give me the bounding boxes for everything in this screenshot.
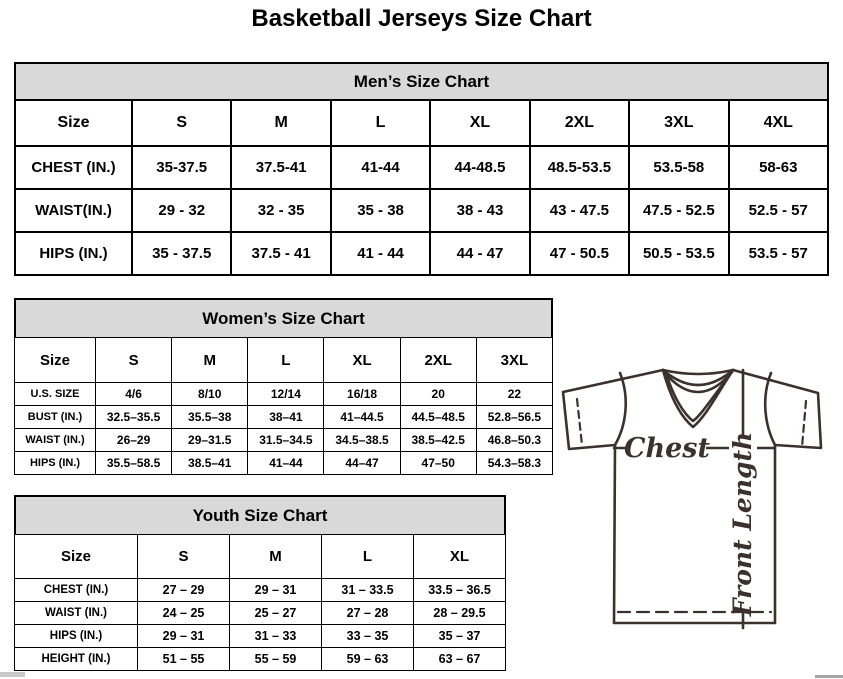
value-cell: 35 - 38 — [331, 189, 430, 232]
value-cell: 26–29 — [96, 429, 172, 452]
value-cell: 28 – 29.5 — [414, 602, 506, 625]
mens-size-chart-section — [14, 62, 829, 276]
value-cell: 48.5-53.5 — [530, 146, 629, 189]
column-header: Size — [15, 338, 96, 383]
table-row — [15, 625, 506, 648]
womens-size-table — [14, 337, 553, 475]
row-label: WAIST (IN.) — [15, 429, 96, 452]
mens-size-table — [14, 99, 829, 276]
value-cell: 35 – 37 — [414, 625, 506, 648]
value-cell: 35.5–58.5 — [96, 452, 172, 475]
value-cell: 34.5–38.5 — [324, 429, 400, 452]
value-cell: 29 - 32 — [132, 189, 231, 232]
value-cell: 31 – 33.5 — [322, 579, 414, 602]
value-cell: 27 – 28 — [322, 602, 414, 625]
value-cell: 38.5–42.5 — [400, 429, 476, 452]
column-header: 3XL — [629, 100, 728, 146]
table-row — [15, 146, 828, 189]
value-cell: 24 – 25 — [138, 602, 230, 625]
value-cell: 47.5 - 52.5 — [629, 189, 728, 232]
column-header: 4XL — [729, 100, 828, 146]
column-header: Size — [15, 535, 138, 579]
table-row — [15, 648, 506, 671]
column-header: XL — [414, 535, 506, 579]
youth-header-row — [15, 535, 506, 579]
value-cell: 41-44 — [331, 146, 430, 189]
column-header: XL — [430, 100, 529, 146]
table-row — [15, 189, 828, 232]
value-cell: 38–41 — [248, 406, 324, 429]
jersey-measurement-diagram — [558, 356, 840, 661]
page-title: Basketball Jerseys Size Chart — [251, 5, 592, 32]
table-row — [15, 232, 828, 275]
left-sleeve-dashed-line — [577, 399, 582, 445]
value-cell: 50.5 - 53.5 — [629, 232, 728, 275]
column-header: 2XL — [400, 338, 476, 383]
column-header: L — [248, 338, 324, 383]
value-cell: 44.5–48.5 — [400, 406, 476, 429]
value-cell: 8/10 — [172, 383, 248, 406]
value-cell: 22 — [476, 383, 552, 406]
value-cell: 38.5–41 — [172, 452, 248, 475]
value-cell: 63 – 67 — [414, 648, 506, 671]
column-header: L — [322, 535, 414, 579]
column-header: M — [231, 100, 330, 146]
value-cell: 29 – 31 — [230, 579, 322, 602]
right-sleeve-dashed-line — [802, 401, 806, 447]
value-cell: 32.5–35.5 — [96, 406, 172, 429]
table-row — [15, 383, 553, 406]
row-label: HIPS (IN.) — [15, 232, 132, 275]
column-header: XL — [324, 338, 400, 383]
row-label: HIPS (IN.) — [15, 452, 96, 475]
youth-chart-title: Youth Size Chart — [14, 495, 506, 536]
row-label: CHEST (IN.) — [15, 579, 138, 602]
horizontal-scrollbar-thumb[interactable] — [0, 672, 25, 677]
value-cell: 41–44 — [248, 452, 324, 475]
column-header: M — [230, 535, 322, 579]
value-cell: 35 - 37.5 — [132, 232, 231, 275]
youth-size-chart-section — [14, 495, 506, 671]
value-cell: 33.5 – 36.5 — [414, 579, 506, 602]
column-header: 2XL — [530, 100, 629, 146]
jersey-right-armhole-seam — [765, 373, 775, 445]
horizontal-scrollbar-fragment[interactable] — [815, 675, 843, 678]
row-label: HEIGHT (IN.) — [15, 648, 138, 671]
jersey-collar-opening — [663, 370, 733, 374]
value-cell: 38 - 43 — [430, 189, 529, 232]
chest-label: Chest — [624, 433, 710, 464]
value-cell: 44 - 47 — [430, 232, 529, 275]
value-cell: 37.5-41 — [231, 146, 330, 189]
value-cell: 20 — [400, 383, 476, 406]
value-cell: 47–50 — [400, 452, 476, 475]
value-cell: 35-37.5 — [132, 146, 231, 189]
column-header: M — [172, 338, 248, 383]
column-header: S — [138, 535, 230, 579]
mens-chart-title: Men’s Size Chart — [14, 62, 829, 101]
value-cell: 47 - 50.5 — [530, 232, 629, 275]
value-cell: 52.8–56.5 — [476, 406, 552, 429]
value-cell: 44–47 — [324, 452, 400, 475]
value-cell: 59 – 63 — [322, 648, 414, 671]
row-label: WAIST (IN.) — [15, 602, 138, 625]
value-cell: 44-48.5 — [430, 146, 529, 189]
womens-size-chart-section — [14, 298, 553, 475]
youth-size-table — [14, 534, 506, 671]
value-cell: 33 – 35 — [322, 625, 414, 648]
value-cell: 43 - 47.5 — [530, 189, 629, 232]
row-label: BUST (IN.) — [15, 406, 96, 429]
column-header: Size — [15, 100, 132, 146]
value-cell: 25 – 27 — [230, 602, 322, 625]
value-cell: 55 – 59 — [230, 648, 322, 671]
row-label: HIPS (IN.) — [15, 625, 138, 648]
row-label: WAIST(IN.) — [15, 189, 132, 232]
value-cell: 53.5 - 57 — [729, 232, 828, 275]
womens-header-row — [15, 338, 553, 383]
value-cell: 52.5 - 57 — [729, 189, 828, 232]
mens-header-row — [15, 100, 828, 146]
value-cell: 41 - 44 — [331, 232, 430, 275]
row-label: U.S. SIZE — [15, 383, 96, 406]
table-row — [15, 452, 553, 475]
value-cell: 31 – 33 — [230, 625, 322, 648]
table-row — [15, 406, 553, 429]
value-cell: 58-63 — [729, 146, 828, 189]
column-header: S — [132, 100, 231, 146]
value-cell: 37.5 - 41 — [231, 232, 330, 275]
value-cell: 31.5–34.5 — [248, 429, 324, 452]
value-cell: 12/14 — [248, 383, 324, 406]
table-row — [15, 579, 506, 602]
column-header: L — [331, 100, 430, 146]
value-cell: 16/18 — [324, 383, 400, 406]
womens-chart-title: Women’s Size Chart — [14, 298, 553, 339]
value-cell: 46.8–50.3 — [476, 429, 552, 452]
value-cell: 51 – 55 — [138, 648, 230, 671]
front-length-label: Front Length — [728, 431, 757, 617]
table-row — [15, 602, 506, 625]
value-cell: 41–44.5 — [324, 406, 400, 429]
column-header: S — [96, 338, 172, 383]
value-cell: 35.5–38 — [172, 406, 248, 429]
value-cell: 32 - 35 — [231, 189, 330, 232]
value-cell: 29–31.5 — [172, 429, 248, 452]
value-cell: 53.5-58 — [629, 146, 728, 189]
value-cell: 27 – 29 — [138, 579, 230, 602]
value-cell: 29 – 31 — [138, 625, 230, 648]
row-label: CHEST (IN.) — [15, 146, 132, 189]
table-row — [15, 429, 553, 452]
value-cell: 54.3–58.3 — [476, 452, 552, 475]
column-header: 3XL — [476, 338, 552, 383]
value-cell: 4/6 — [96, 383, 172, 406]
